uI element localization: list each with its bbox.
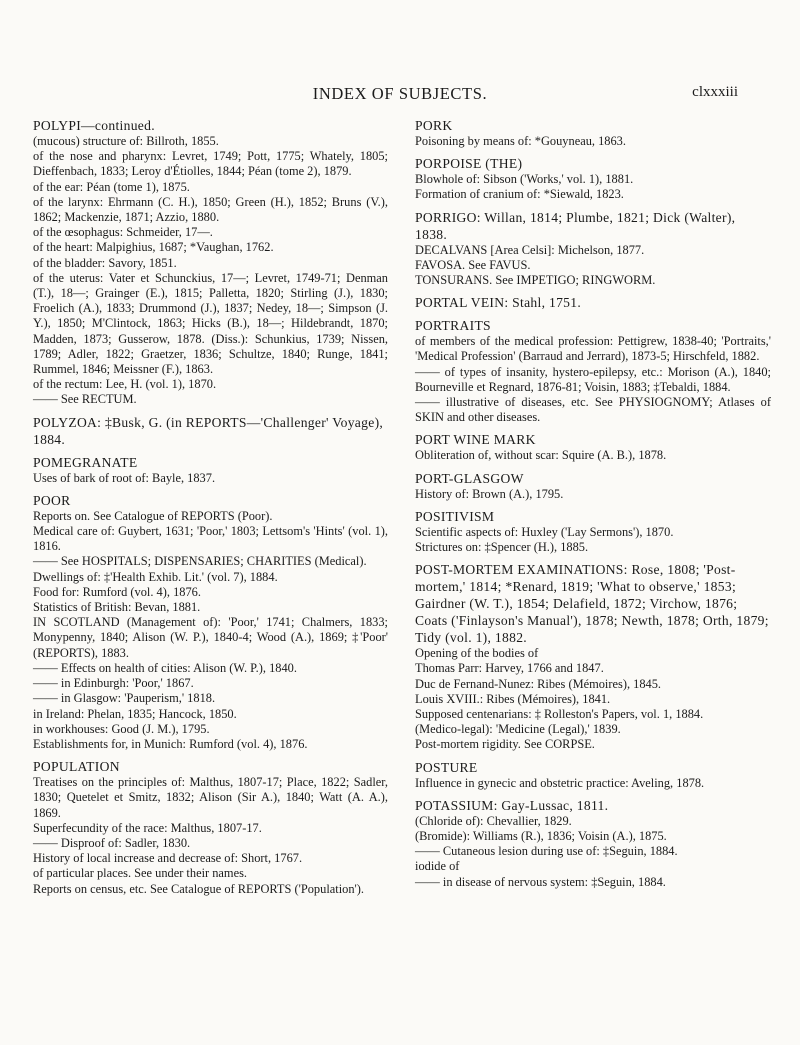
entry-line: Reports on census, etc. See Catalogue of REPORTS ('Population'). xyxy=(33,881,364,896)
entry-line: Strictures on: ‡Spencer (H.), 1885. xyxy=(415,540,589,555)
running-head xyxy=(0,84,800,106)
entry-line: Treatises on the principles of: Malthus, 1807-17; Place, 1822; Sadler, 1830; Quetelet et Smitz, 1832; Alison (Sir A.), 1840; Watt (A. A.), 1869. xyxy=(33,775,388,820)
entry-line: (mucous) structure of: Billroth, 1855. xyxy=(33,134,219,148)
entry-line: Obliteration of, without scar: Squire (A. B.), 1878. xyxy=(415,448,667,463)
page-title: INDEX OF SUBJECTS. xyxy=(312,84,488,103)
entry-line: Scientific aspects of: Huxley ('Lay Sermons'), 1870. xyxy=(415,524,674,539)
entry-heading: PORK xyxy=(415,118,453,133)
index-entry xyxy=(33,117,388,408)
index-entry xyxy=(415,317,771,425)
entry-line: (Chloride of): Chevallier, 1829. xyxy=(415,813,572,828)
entry-line: Duc de Fernand-Nunez: Ribes (Mémoires), 1845. xyxy=(415,676,662,691)
index-entry xyxy=(415,797,771,890)
entry-line: Post-mortem rigidity. See CORPSE. xyxy=(415,737,595,752)
entry-line: of the ear: Péan (tome 1), 1875. xyxy=(33,179,190,194)
index-entry xyxy=(33,492,388,752)
entry-heading: POST-MORTEM EXAMINATIONS: Rose, 1808; 'Post-mortem,' 1814; *Renard, 1819; 'What to observe,' 1853; Gairdner (W. T.), 1854; Delafield, 1872; Virchow, 1876; Coats ('Finlayson's Manual'), 1878; Newth, 1878; Orth, 1879; Tidy (vol. 1), 1882. xyxy=(415,562,769,646)
index-entry xyxy=(415,117,771,149)
entry-heading: PORT WINE MARK xyxy=(415,432,536,448)
index-entry xyxy=(33,758,388,897)
entry-heading: POOR xyxy=(33,492,71,508)
entry-heading: POTASSIUM: Gay-Lussac, 1811. xyxy=(415,797,609,813)
entry-line: IN SCOTLAND (Management of): 'Poor,' 1741; Chalmers, 1833; Monypenny, 1840; Alison (W. P.), 1840-4; Wood (A.), 1869; ‡'Poor' (REPORTS), 1883. xyxy=(33,615,388,660)
entry-line: —— in Glasgow: 'Pauperism,' 1818. xyxy=(33,691,216,706)
entry-line: iodide of xyxy=(415,859,460,874)
entry-line: —— Effects on health of cities: Alison (W. P.), 1840. xyxy=(33,660,297,675)
entry-line: —— in disease of nervous system: ‡Seguin, 1884. xyxy=(415,874,666,889)
entry-line: of particular places. See under their names. xyxy=(33,866,247,881)
entry-line: —— Disproof of: Sadler, 1830. xyxy=(33,835,191,850)
entry-line: Influence in gynecic and obstetric practice: Aveling, 1878. xyxy=(415,775,705,790)
entry-line: Supposed centenarians: ‡ Rolleston's Papers, vol. 1, 1884. xyxy=(415,707,704,722)
entry-line: —— illustrative of diseases, etc. See PHYSIOGNOMY; Atlases of SKIN and other diseases. xyxy=(415,395,771,425)
entry-heading: PORT-GLASGOW xyxy=(415,470,524,486)
index-entry xyxy=(415,294,771,311)
entry-line: Reports on. See Catalogue of REPORTS (Poor). xyxy=(33,508,273,523)
entry-line: of members of the medical profession: Pettigrew, 1838-40; 'Portraits,' 'Medical Profession' (Barraud and Jerrard), 1873-5; Hirschfeld, 1882. xyxy=(415,334,771,364)
index-entry xyxy=(415,209,771,289)
entry-line: in workhouses: Good (J. M.), 1795. xyxy=(33,721,210,736)
entry-line: Opening of the bodies of xyxy=(415,646,539,661)
right-column xyxy=(415,117,771,896)
index-entry xyxy=(415,561,771,752)
entry-line: Dwellings of: ‡'Health Exhib. Lit.' (vol. 7), 1884. xyxy=(33,569,278,584)
entry-line: Superfecundity of the race: Malthus, 1807-17. xyxy=(33,820,262,835)
index-entry xyxy=(33,414,388,448)
entry-line: TONSURANS. See IMPETIGO; RINGWORM. xyxy=(415,273,656,288)
entry-line: Establishments for, in Munich: Rumford (vol. 4), 1876. xyxy=(33,736,308,751)
entry-line: of the uterus: Vater et Schunckius, 17—; Levret, 1749-71; Denman (T.), 18—; Grainger (E.), 1815; Palletta, 1820; Stirling (J.), 1830; Froelich (A.), 1833; Drummond (J.), 1837; Nedey, 18—; Simpson (J. Y.), 1850; M'Clintock, 1863; Hicks (B.), 18—; Hildebrandt, 1870; Madden, 1873; Gusserow, 1878. (Diss.): Schunkius, 1739; Nissen, 1789; Adler, 1822; Graetzer, 1836; Schultze, 1840; Runge, 1841; Rummel, 1846; Meissner (F.), 1863. xyxy=(33,270,388,377)
index-entry xyxy=(33,454,388,486)
entry-heading: POLYPI—continued. xyxy=(33,118,155,133)
entry-heading: PORRIGO: Willan, 1814; Plumbe, 1821; Dick (Walter), 1838. xyxy=(415,209,736,242)
entry-line: of the bladder: Savory, 1851. xyxy=(33,255,177,270)
entry-line: in Ireland: Phelan, 1835; Hancock, 1850. xyxy=(33,706,237,721)
entry-line: History of local increase and decrease of: Short, 1767. xyxy=(33,851,303,866)
index-entry xyxy=(415,431,771,463)
entry-line: —— Cutaneous lesion during use of: ‡Seguin, 1884. xyxy=(415,844,678,859)
entry-line: Poisoning by means of: *Gouyneau, 1863. xyxy=(415,134,626,148)
entry-line: —— See HOSPITALS; DISPENSARIES; CHARITIES (Medical). xyxy=(33,554,367,569)
entry-heading: POLYZOA: ‡Busk, G. (in REPORTS—'Challenger' Voyage), 1884. xyxy=(33,414,384,447)
entry-line: Food for: Rumford (vol. 4), 1876. xyxy=(33,584,201,599)
entry-heading: POPULATION xyxy=(33,759,120,775)
entry-line: of the larynx: Ehrmann (C. H.), 1850; Green (H.), 1852; Bruns (V.), 1862; Mackenzie, 1871; Azzio, 1880. xyxy=(33,194,388,225)
entry-line: Formation of cranium of: *Siewald, 1823. xyxy=(415,187,624,202)
entry-line: FAVOSA. See FAVUS. xyxy=(415,257,531,272)
entry-line: —— of types of insanity, hystero-epilepsy, etc.: Morison (A.), 1840; Bourneville et Regnard, 1876-81; Voisin, 1883; ‡Tebaldi, 1884. xyxy=(415,364,771,394)
left-column xyxy=(33,117,388,903)
entry-heading: PORPOISE (THE) xyxy=(415,156,523,172)
entry-line: DECALVANS [Area Celsi]: Michelson, 1877. xyxy=(415,242,645,257)
entry-line: of the nose and pharynx: Levret, 1749; Pott, 1775; Whately, 1805; Dieffenbach, 1833; Leroy d'Étiolles, 1844; Péan (tome 2), 1879. xyxy=(33,149,388,179)
entry-line: Statistics of British: Bevan, 1881. xyxy=(33,600,201,615)
entry-line: Uses of bark of root of: Bayle, 1837. xyxy=(33,470,216,485)
index-entry xyxy=(415,508,771,555)
entry-heading: POSITIVISM xyxy=(415,508,495,524)
entry-line: —— See RECTUM. xyxy=(33,392,137,407)
index-entry xyxy=(415,155,771,202)
entry-line: Medical care of: Guybert, 1631; 'Poor,' 1803; Lettsom's 'Hints' (vol. 1), 1816. xyxy=(33,524,388,554)
entry-line: —— in Edinburgh: 'Poor,' 1867. xyxy=(33,676,194,691)
entry-heading: PORTAL VEIN: Stahl, 1751. xyxy=(415,295,582,311)
entry-heading: POMEGRANATE xyxy=(33,454,138,470)
entry-line: Louis XVIII.: Ribes (Mémoires), 1841. xyxy=(415,691,611,706)
index-entry xyxy=(415,759,771,791)
entry-heading: POSTURE xyxy=(415,759,478,775)
entry-line: Blowhole of: Sibson ('Works,' vol. 1), 1881. xyxy=(415,172,634,187)
entry-line: Thomas Parr: Harvey, 1766 and 1847. xyxy=(415,661,604,676)
entry-line: (Medico-legal): 'Medicine (Legal),' 1839. xyxy=(415,722,621,737)
entry-line: of the œsophagus: Schmeider, 17—. xyxy=(33,225,213,240)
entry-line: of the heart: Malpighius, 1687; *Vaughan, 1762. xyxy=(33,240,274,255)
entry-line: History of: Brown (A.), 1795. xyxy=(415,486,564,501)
index-entry xyxy=(415,470,771,502)
entry-line: (Bromide): Williams (R.), 1836; Voisin (A.), 1875. xyxy=(415,829,667,844)
page-number: clxxxiii xyxy=(692,84,738,100)
entry-heading: PORTRAITS xyxy=(415,318,491,334)
entry-line: of the rectum: Lee, H. (vol. 1), 1870. xyxy=(33,377,217,392)
